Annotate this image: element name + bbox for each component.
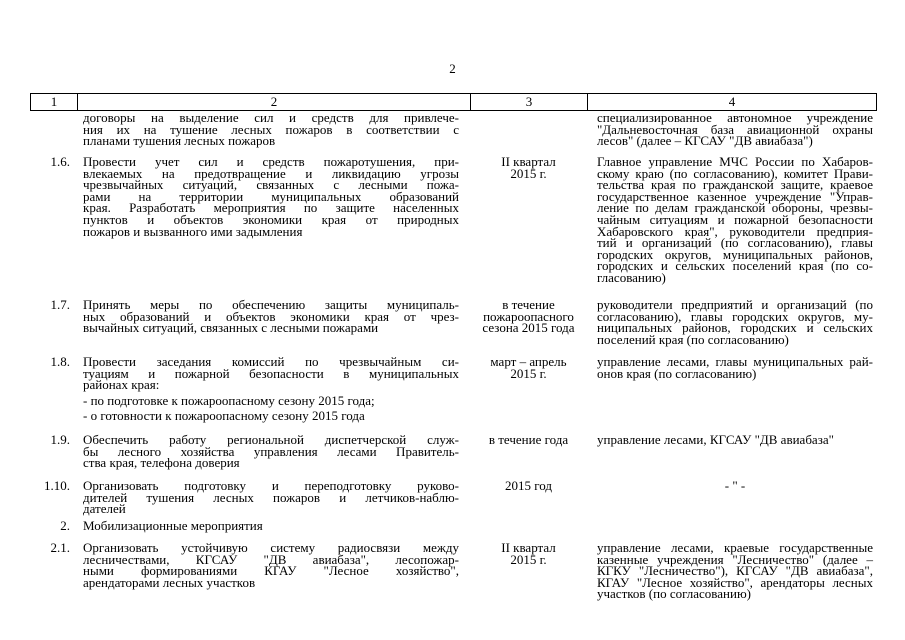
column-header-2: 2 — [77, 94, 470, 110]
text-line: март – апрель — [490, 354, 567, 369]
text-line: Мобилизационные мероприятия — [83, 518, 263, 533]
text-line: КГАУ "Лесное хозяйство", арендаторы лесных — [597, 574, 873, 590]
text-line: управление лесами, краевые государственные — [597, 540, 873, 555]
item-number: 2. — [60, 518, 70, 533]
text-line: дителей тушения лесных пожаров и летчиков-наблю- — [83, 489, 459, 505]
text-line: пунктов и объектов экономики края от природных — [83, 211, 459, 227]
text-line: 2015 г. — [510, 365, 547, 381]
text-line: скому краю (по согласованию), комитет Прави- — [597, 165, 873, 181]
text-line: чайным ситуациям и пожарной безопасности — [597, 211, 873, 227]
task-subitem: - о готовности к пожароопасному сезону 2015 года — [83, 408, 365, 424]
deadline-text — [470, 356, 587, 379]
measures-table — [30, 93, 877, 602]
text-line: бы лесного хозяйства управления лесами Правитель- — [83, 443, 459, 459]
text-line: пожароопасного — [483, 308, 574, 324]
text-line: городских и сельских поселений края (по со- — [597, 258, 873, 274]
text-line: края. Разработать мероприятия по защите населенных — [83, 200, 459, 216]
text-line: 2015 г. — [510, 551, 547, 567]
text-line: ных образований и объектов экономики края от чрез- — [83, 308, 459, 324]
column-header-4: 4 — [587, 94, 877, 110]
text-line: гласованию) — [597, 269, 666, 285]
text-line: руководители предприятий и организаций (по — [597, 297, 873, 312]
text-line: районах края: — [83, 377, 160, 393]
deadline-text — [470, 480, 587, 492]
deadline-text — [470, 434, 587, 446]
text-line: ства края, телефона доверия — [83, 455, 240, 471]
text-line: ния их на тушение лесных пожаров в соответствии с — [83, 121, 459, 137]
text-line: сезона 2015 года — [482, 320, 575, 336]
responsible-text — [597, 299, 873, 345]
text-line: ление по делам гражданской обороны, чрезвы- — [597, 200, 873, 216]
text-line: городских округов, муниципальных районов, — [597, 246, 873, 262]
text-line: участков (по согласованию) — [597, 586, 752, 602]
text-line: специализированное автономное учреждение — [597, 110, 873, 125]
text-line: 2015 г. — [510, 165, 547, 181]
task-text — [83, 520, 459, 532]
text-line: "Дальневосточная база авиационной охраны — [597, 121, 873, 137]
table-header-row — [30, 93, 877, 111]
responsible-text — [597, 112, 873, 147]
deadline-text — [470, 542, 587, 565]
text-line: пожаров и вызванного ими задымления — [83, 223, 303, 239]
task-text — [83, 156, 459, 237]
task-text — [83, 434, 459, 469]
text-line: лесничествами, КГСАУ "ДВ авиабаза", лесопожар- — [83, 551, 459, 567]
column-header-3: 3 — [470, 94, 587, 110]
text-line: государственное казенное учреждение "Управ- — [597, 188, 873, 204]
responsible-text — [597, 356, 873, 379]
item-number: 1.7. — [50, 297, 70, 312]
text-line: арендаторами лесных участков — [83, 574, 256, 590]
text-line: Организовать подготовку и переподготовку руково- — [83, 478, 459, 493]
text-line: дателей — [83, 501, 126, 517]
responsible-text — [597, 156, 873, 284]
deadline-text — [470, 156, 587, 179]
text-line: управление лесами, главы муниципальных рай- — [597, 354, 873, 369]
responsible-text — [597, 542, 873, 600]
text-line: II квартал — [501, 540, 556, 555]
task-text — [83, 480, 459, 515]
text-line: влекаемых на предотвращение и ликвидацию угрозы — [83, 165, 459, 181]
text-line: лесов" (далее – КГСАУ "ДВ авиабаза") — [597, 133, 813, 149]
text-line: ными формированиями КГАУ "Лесное хозяйство", — [83, 563, 459, 579]
text-line: Хабаровского края", руководители предприя- — [597, 223, 873, 239]
text-line: в течение года — [488, 432, 569, 447]
text-line: Провести заседания комиссий по чрезвычайным си- — [83, 354, 459, 369]
text-line: 2015 год — [505, 478, 552, 493]
item-number: 1.10. — [44, 478, 70, 493]
text-line: II квартал — [501, 154, 556, 169]
text-line: Главное управление МЧС России по Хабаров- — [597, 154, 873, 169]
task-text — [83, 112, 459, 147]
text-line: тельства края по гражданской защите, краевое — [597, 177, 873, 193]
column-header-1: 1 — [30, 94, 77, 110]
item-number: 1.6. — [50, 154, 70, 169]
text-line: онов края (по согласованию) — [597, 365, 757, 381]
deadline-text — [470, 299, 587, 334]
text-line: управление лесами, КГСАУ "ДВ авиабаза" — [597, 432, 834, 447]
text-line: КГКУ "Лесничество"), КГСАУ "ДВ авиабаза", — [597, 563, 873, 579]
text-line: согласованию), главы городских округов, му- — [597, 308, 873, 324]
responsible-text — [597, 434, 873, 446]
text-line: Организовать устойчивую систему радиосвязи между — [83, 540, 459, 555]
task-text — [83, 542, 459, 588]
text-line: Обеспечить работу региональной диспетчерской служ- — [83, 432, 459, 447]
page-number: 2 — [449, 61, 456, 76]
text-line: туациям и пожарной безопасности в муниципальных — [83, 365, 459, 381]
task-text — [83, 356, 459, 422]
text-line: договоры на выделение сил и средств для привлече- — [83, 110, 459, 125]
text-line: планами тушения лесных пожаров — [83, 133, 276, 149]
task-subitem: - по подготовке к пожароопасному сезону 2015 года; — [83, 392, 375, 408]
text-line: рами на территории муниципальных образований — [83, 188, 459, 204]
text-line: Провести учет сил и средств пожаротушения, при- — [83, 154, 459, 169]
text-line: поселений края (по согласованию) — [597, 331, 789, 347]
text-line: вычайных ситуаций, связанных с лесными пожарами — [83, 320, 379, 336]
item-number: 1.9. — [50, 432, 70, 447]
text-line: ниципальных районов, городских и сельских — [597, 320, 873, 336]
item-number: 2.1. — [50, 540, 70, 555]
text-line: Принять меры по обеспечению защиты муниципаль- — [83, 297, 459, 312]
text-line: тий и организаций (по согласованию), главы — [597, 235, 873, 251]
text-line: в течение — [502, 297, 555, 312]
responsible-text: - " - — [724, 478, 746, 493]
item-number: 1.8. — [50, 354, 70, 369]
text-line: чрезвычайных ситуаций, связанных с лесными пожа- — [83, 177, 459, 193]
task-text — [83, 299, 459, 334]
text-line: казенные учреждения "Лесничество" (далее – — [597, 551, 873, 567]
